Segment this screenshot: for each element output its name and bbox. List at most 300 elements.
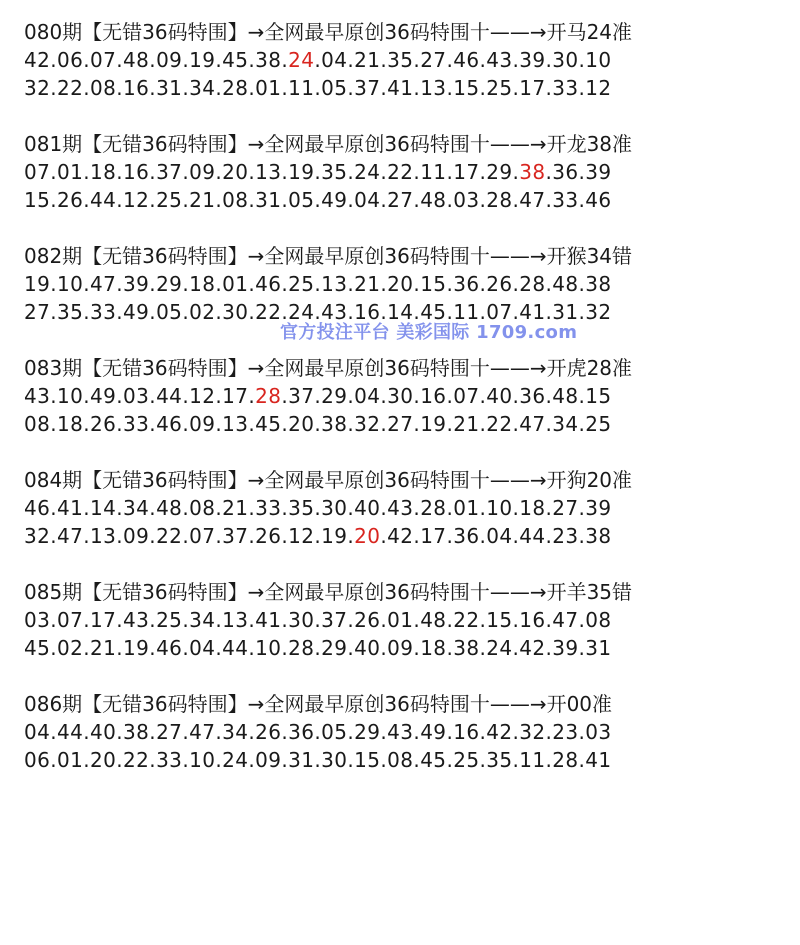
separator-dot: .	[281, 720, 289, 744]
separator-dot: .	[380, 720, 388, 744]
separator-dot: .	[446, 412, 454, 436]
separator-dot: .	[215, 636, 223, 660]
number-item: 39	[519, 48, 546, 72]
separator-dot: .	[545, 48, 553, 72]
number-item: 47	[519, 412, 546, 436]
number-item: 22	[387, 160, 414, 184]
separator-dot: .	[347, 48, 355, 72]
separator-dot: .	[248, 636, 256, 660]
entry-086	[24, 690, 794, 774]
separator-dot: .	[446, 160, 454, 184]
number-item: 27	[552, 496, 579, 520]
separator-dot: .	[116, 272, 124, 296]
number-item: 28	[288, 636, 315, 660]
number-item: 04	[486, 524, 513, 548]
separator-dot: .	[248, 496, 256, 520]
number-item: 34	[123, 496, 150, 520]
number-item: 24	[486, 636, 513, 660]
entry-084	[24, 466, 794, 550]
number-item: 10	[57, 384, 84, 408]
separator-dot: .	[281, 188, 289, 212]
separator-dot: .	[149, 300, 157, 324]
separator-dot: .	[512, 524, 520, 548]
separator-dot: .	[281, 76, 289, 100]
number-item: 43	[123, 608, 150, 632]
number-item: 12	[189, 384, 216, 408]
number-item: 16	[519, 608, 546, 632]
number-item: 28	[486, 188, 513, 212]
separator-dot: .	[149, 524, 157, 548]
separator-dot: .	[446, 524, 454, 548]
separator-dot: .	[50, 188, 58, 212]
separator-dot: .	[149, 76, 157, 100]
number-item: 08	[24, 412, 51, 436]
entry-085	[24, 578, 794, 662]
number-item: 01	[453, 496, 480, 520]
separator-dot: .	[83, 384, 91, 408]
number-row	[24, 746, 794, 774]
entry-082	[24, 242, 794, 326]
number-item: 48	[552, 272, 579, 296]
separator-dot: .	[215, 188, 223, 212]
number-item: 11	[519, 748, 546, 772]
separator-dot: .	[281, 384, 289, 408]
separator-dot: .	[512, 720, 520, 744]
separator-dot: .	[116, 524, 124, 548]
number-item: 24	[222, 748, 249, 772]
number-item: 06	[24, 748, 51, 772]
entry-title: 080期【无错36码特围】→全网最早原创36码特围十——→开马24准	[24, 20, 633, 44]
separator-dot: .	[182, 160, 190, 184]
number-item: 37	[354, 76, 381, 100]
separator-dot: .	[50, 272, 58, 296]
separator-dot: .	[578, 188, 586, 212]
separator-dot: .	[413, 636, 421, 660]
number-item: 45	[255, 412, 282, 436]
number-item: 36	[453, 272, 480, 296]
separator-dot: .	[479, 608, 487, 632]
separator-dot: .	[347, 384, 355, 408]
entry-title: 085期【无错36码特围】→全网最早原创36码特围十——→开羊35错	[24, 580, 633, 604]
number-item: 49	[123, 300, 150, 324]
separator-dot: .	[182, 524, 190, 548]
number-item: 32	[354, 412, 381, 436]
separator-dot: .	[314, 636, 322, 660]
number-item: 04	[24, 720, 51, 744]
separator-dot: .	[314, 608, 322, 632]
separator-dot: .	[578, 636, 586, 660]
number-item: 19	[321, 524, 348, 548]
separator-dot: .	[182, 608, 190, 632]
separator-dot: .	[149, 608, 157, 632]
number-item: 38	[123, 720, 150, 744]
number-item: 35	[387, 48, 414, 72]
number-item: 45	[420, 748, 447, 772]
separator-dot: .	[545, 188, 553, 212]
separator-dot: .	[149, 160, 157, 184]
number-item: 19	[420, 412, 447, 436]
number-item: 34	[189, 608, 216, 632]
separator-dot: .	[512, 412, 520, 436]
number-item: 40	[90, 720, 117, 744]
number-item: 43	[24, 384, 51, 408]
separator-dot: .	[83, 300, 91, 324]
separator-dot: .	[413, 272, 421, 296]
number-item: 38	[321, 412, 348, 436]
number-item: 23	[552, 524, 579, 548]
number-item: 05	[321, 720, 348, 744]
number-item: 42	[24, 48, 51, 72]
number-item: 18	[90, 160, 117, 184]
number-item: 25	[486, 76, 513, 100]
separator-dot: .	[248, 748, 256, 772]
number-item: 44	[57, 720, 84, 744]
separator-dot: .	[545, 636, 553, 660]
number-item: 30	[387, 384, 414, 408]
separator-dot: .	[116, 76, 124, 100]
number-item: 48	[420, 608, 447, 632]
number-item: 43	[321, 300, 348, 324]
separator-dot: .	[413, 76, 421, 100]
number-item: 47	[552, 608, 579, 632]
number-item: 31	[585, 636, 612, 660]
separator-dot: .	[50, 384, 58, 408]
number-item: 08	[387, 748, 414, 772]
number-item: 09	[156, 48, 183, 72]
separator-dot: .	[446, 188, 454, 212]
separator-dot: .	[116, 300, 124, 324]
separator-dot: .	[347, 160, 355, 184]
separator-dot: .	[314, 748, 322, 772]
number-item: 07	[189, 524, 216, 548]
number-item: 31	[156, 76, 183, 100]
separator-dot: .	[413, 412, 421, 436]
separator-dot: .	[116, 412, 124, 436]
number-item: 49	[420, 720, 447, 744]
number-row	[24, 270, 794, 298]
entry-083	[24, 354, 794, 438]
number-item: 20	[288, 412, 315, 436]
number-item: 15	[354, 748, 381, 772]
separator-dot: .	[380, 636, 388, 660]
separator-dot: .	[83, 608, 91, 632]
separator-dot: .	[512, 384, 520, 408]
number-item: 43	[387, 496, 414, 520]
number-item: 18	[57, 412, 84, 436]
number-item: 18	[189, 272, 216, 296]
separator-dot: .	[116, 748, 124, 772]
separator-dot: .	[182, 748, 190, 772]
separator-dot: .	[314, 160, 322, 184]
number-item: 01	[387, 608, 414, 632]
number-item: 32	[519, 720, 546, 744]
separator-dot: .	[116, 48, 124, 72]
number-item: 02	[189, 300, 216, 324]
number-item: 15	[486, 608, 513, 632]
separator-dot: .	[50, 524, 58, 548]
separator-dot: .	[512, 748, 520, 772]
separator-dot: .	[413, 384, 421, 408]
separator-dot: .	[281, 48, 289, 72]
number-item: 32	[24, 524, 51, 548]
number-item: 27	[24, 300, 51, 324]
separator-dot: .	[83, 412, 91, 436]
number-item: 26	[255, 524, 282, 548]
separator-dot: .	[83, 720, 91, 744]
separator-dot: .	[446, 300, 454, 324]
separator-dot: .	[281, 496, 289, 520]
number-item: 08	[90, 76, 117, 100]
number-item: 04	[354, 384, 381, 408]
separator-dot: .	[248, 188, 256, 212]
number-item: 17	[222, 384, 249, 408]
number-item: 31	[255, 188, 282, 212]
number-item: 03	[585, 720, 612, 744]
number-item: 30	[321, 748, 348, 772]
separator-dot: .	[512, 188, 520, 212]
number-item: 29	[321, 636, 348, 660]
number-item: 46	[453, 48, 480, 72]
separator-dot: .	[446, 76, 454, 100]
number-item: 09	[387, 636, 414, 660]
separator-dot: .	[380, 48, 388, 72]
number-row	[24, 46, 794, 74]
number-item: 11	[420, 160, 447, 184]
separator-dot: .	[545, 748, 553, 772]
number-item: 44	[156, 384, 183, 408]
separator-dot: .	[215, 384, 223, 408]
separator-dot: .	[83, 748, 91, 772]
number-item: 07	[57, 608, 84, 632]
separator-dot: .	[215, 608, 223, 632]
number-item: 26	[255, 720, 282, 744]
number-item: 22	[486, 412, 513, 436]
separator-dot: .	[512, 608, 520, 632]
number-item: 13	[222, 412, 249, 436]
number-item: 08	[585, 608, 612, 632]
separator-dot: .	[578, 608, 586, 632]
number-item: 13	[90, 524, 117, 548]
number-row	[24, 494, 794, 522]
separator-dot: .	[50, 76, 58, 100]
separator-dot: .	[248, 720, 256, 744]
number-item: 28	[222, 76, 249, 100]
separator-dot: .	[50, 496, 58, 520]
number-item: 09	[123, 524, 150, 548]
number-item: 30	[288, 608, 315, 632]
number-item: 18	[420, 636, 447, 660]
separator-dot: .	[215, 160, 223, 184]
number-item: 03	[453, 188, 480, 212]
separator-dot: .	[281, 272, 289, 296]
separator-dot: .	[347, 412, 355, 436]
separator-dot: .	[380, 384, 388, 408]
separator-dot: .	[578, 524, 586, 548]
number-item: 46	[24, 496, 51, 520]
number-item: 45	[222, 48, 249, 72]
separator-dot: .	[248, 272, 256, 296]
separator-dot: .	[50, 636, 58, 660]
number-row	[24, 634, 794, 662]
number-item: 21	[90, 636, 117, 660]
number-item: 47	[189, 720, 216, 744]
number-row	[24, 186, 794, 214]
number-item: 26	[90, 412, 117, 436]
number-item: 17	[420, 524, 447, 548]
number-item: 40	[486, 384, 513, 408]
number-item: 48	[420, 188, 447, 212]
number-item: 36	[519, 384, 546, 408]
number-item: 16	[453, 720, 480, 744]
separator-dot: .	[413, 496, 421, 520]
number-item: 04	[321, 48, 348, 72]
separator-dot: .	[479, 160, 487, 184]
number-item: 22	[156, 524, 183, 548]
separator-dot: .	[380, 160, 388, 184]
number-item: 05	[156, 300, 183, 324]
separator-dot: .	[248, 300, 256, 324]
separator-dot: .	[215, 272, 223, 296]
separator-dot: .	[182, 720, 190, 744]
number-item: 10	[57, 272, 84, 296]
separator-dot: .	[479, 188, 487, 212]
separator-dot: .	[479, 748, 487, 772]
separator-dot: .	[446, 748, 454, 772]
number-item: 31	[552, 300, 579, 324]
separator-dot: .	[545, 300, 553, 324]
number-item: 10	[585, 48, 612, 72]
number-item: 26	[57, 188, 84, 212]
number-item: 34	[552, 412, 579, 436]
number-item: 07	[486, 300, 513, 324]
separator-dot: .	[182, 496, 190, 520]
separator-dot: .	[545, 524, 553, 548]
number-item: 28	[420, 496, 447, 520]
separator-dot: .	[545, 608, 553, 632]
number-item: 05	[288, 188, 315, 212]
separator-dot: .	[248, 412, 256, 436]
entry-080	[24, 18, 794, 102]
number-item: 34	[189, 76, 216, 100]
number-item: 19	[24, 272, 51, 296]
number-item: 48	[123, 48, 150, 72]
separator-dot: .	[182, 300, 190, 324]
separator-dot: .	[479, 384, 487, 408]
separator-dot: .	[347, 720, 355, 744]
separator-dot: .	[182, 384, 190, 408]
separator-dot: .	[446, 608, 454, 632]
number-item: 07	[453, 384, 480, 408]
number-item: 32	[585, 300, 612, 324]
separator-dot: .	[314, 300, 322, 324]
number-item: 36	[552, 160, 579, 184]
separator-dot: .	[413, 160, 421, 184]
number-item: 25	[585, 412, 612, 436]
separator-dot: .	[512, 272, 520, 296]
separator-dot: .	[446, 384, 454, 408]
separator-dot: .	[578, 384, 586, 408]
separator-dot: .	[380, 748, 388, 772]
separator-dot: .	[413, 48, 421, 72]
separator-dot: .	[380, 272, 388, 296]
number-item: 04	[189, 636, 216, 660]
separator-dot: .	[578, 76, 586, 100]
number-item: 35	[486, 748, 513, 772]
number-item: 16	[123, 160, 150, 184]
separator-dot: .	[215, 412, 223, 436]
number-item: 36	[288, 720, 315, 744]
number-item: 36	[453, 524, 480, 548]
number-item: 15	[453, 76, 480, 100]
number-item: 13	[222, 608, 249, 632]
separator-dot: .	[182, 412, 190, 436]
separator-dot: .	[380, 300, 388, 324]
number-item: 01	[57, 160, 84, 184]
separator-dot: .	[578, 720, 586, 744]
number-item: 48	[156, 496, 183, 520]
separator-dot: .	[83, 76, 91, 100]
separator-dot: .	[413, 608, 421, 632]
number-item: 17	[90, 608, 117, 632]
separator-dot: .	[182, 188, 190, 212]
number-item: 24	[354, 160, 381, 184]
number-row	[24, 522, 794, 550]
number-item: 10	[255, 636, 282, 660]
number-item: 30	[552, 48, 579, 72]
separator-dot: .	[479, 300, 487, 324]
separator-dot: .	[215, 496, 223, 520]
number-item: 34	[222, 720, 249, 744]
number-item: 01	[222, 272, 249, 296]
number-item: 41	[387, 76, 414, 100]
number-item: 07	[90, 48, 117, 72]
separator-dot: .	[380, 496, 388, 520]
number-item: 27	[420, 48, 447, 72]
separator-dot: .	[83, 496, 91, 520]
separator-dot: .	[512, 76, 520, 100]
number-item: 47	[90, 272, 117, 296]
separator-dot: .	[347, 748, 355, 772]
number-item: 25	[288, 272, 315, 296]
number-row	[24, 606, 794, 634]
number-item: 45	[420, 300, 447, 324]
number-item: 20	[387, 272, 414, 296]
separator-dot: .	[281, 748, 289, 772]
separator-dot: .	[578, 160, 586, 184]
separator-dot: .	[215, 76, 223, 100]
separator-dot: .	[512, 160, 520, 184]
number-item: 47	[519, 188, 546, 212]
number-item: 25	[156, 608, 183, 632]
number-item: 39	[585, 160, 612, 184]
number-item: 20	[222, 160, 249, 184]
separator-dot: .	[578, 748, 586, 772]
separator-dot: .	[545, 496, 553, 520]
number-item: 09	[255, 748, 282, 772]
separator-dot: .	[347, 188, 355, 212]
entry-title: 086期【无错36码特围】→全网最早原创36码特围十——→开00准	[24, 692, 613, 716]
number-item: 33	[552, 76, 579, 100]
entry-title: 082期【无错36码特围】→全网最早原创36码特围十——→开猴34错	[24, 244, 633, 268]
number-item: 46	[255, 272, 282, 296]
number-item: 44	[90, 188, 117, 212]
separator-dot: .	[347, 524, 355, 548]
separator-dot: .	[182, 636, 190, 660]
number-item: 43	[387, 720, 414, 744]
separator-dot: .	[215, 524, 223, 548]
number-item: 35	[288, 496, 315, 520]
separator-dot: .	[545, 160, 553, 184]
